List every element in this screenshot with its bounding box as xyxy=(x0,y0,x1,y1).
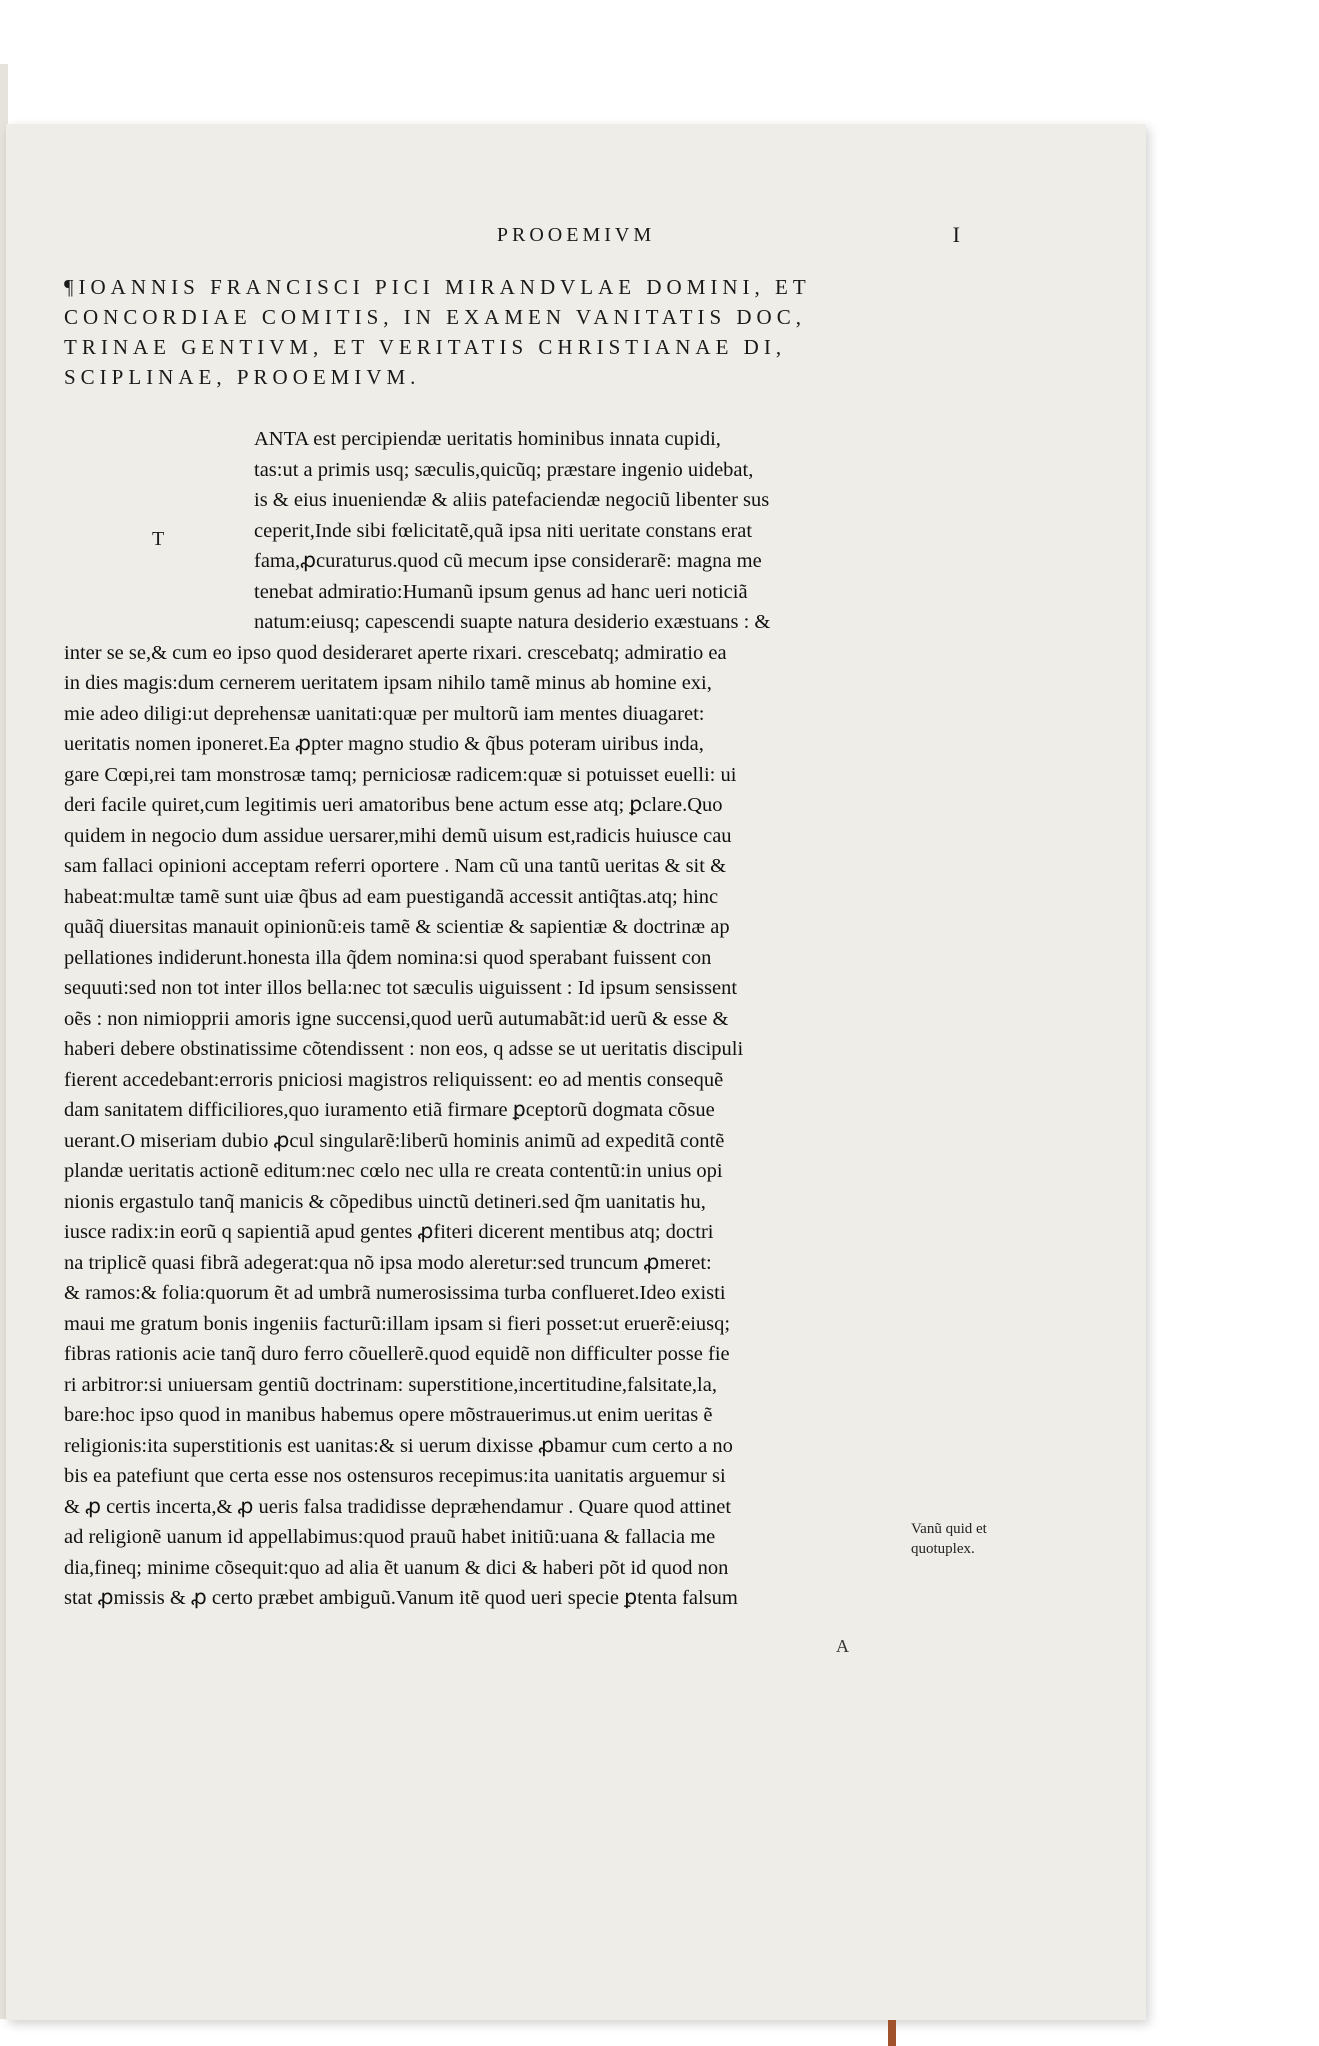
text-line: bare:hoc ipso quod in manibus habemus opere mõstrauerimus.ut enim ueritas ẽ xyxy=(64,1404,713,1426)
text-line: gare Cœpi,rei tam monstrosæ tamq; perniciosæ radicem:quæ si potuisset euelli: ui xyxy=(64,763,737,786)
text-line: plandæ ueritatis actionẽ editum:nec cœlo nec ulla re creata contentũ:in unius opi xyxy=(64,1160,723,1182)
text-line: haberi debere obstinatissime cõtendissent : non eos, q adsse se ut ueritatis discipuli xyxy=(64,1038,744,1060)
text-line: oẽs : non nimiopprii amoris igne succensi,quod uerũ autumabãt:id uerũ & esse & xyxy=(64,1007,729,1030)
text-line: sequuti:sed non tot inter illos bella:nec tot sæculis uiguissent : Id ipsum sensissent xyxy=(64,977,738,999)
book-page xyxy=(6,124,1146,2020)
text-line: & ꝓ certis incerta,& ꝓ ueris falsa tradidisse depræhendamur . Quare quod attinet xyxy=(64,1495,732,1518)
text-line: iusce radix:in eorũ q sapientiã apud gentes ꝓfiteri dicerent mentibus atq; doctri xyxy=(64,1221,714,1243)
text-line: inter se se,& cum eo ipso quod desideraret aperte rixari. crescebatq; admiratio ea xyxy=(64,641,727,664)
text-line: fibras rationis acie tanq̃ duro ferro cõuellerẽ.quod equidẽ non difficulter posse fie xyxy=(64,1343,730,1365)
text-line: ri arbitror:si uniuersam gentiũ doctrinam: superstitione,incertitudine,falsitate,la, xyxy=(64,1373,717,1396)
title-line: TRINAE GENTIVM, ET VERITATIS CHRISTIANAE DI, xyxy=(64,335,787,359)
catchword: A xyxy=(836,1636,849,1656)
text-line: tenebat admiratio:Humanũ ipsum genus ad hanc ueri noticiã xyxy=(254,580,748,603)
initial-guide-letter: T xyxy=(152,528,165,550)
text-line: tas:ut a primis usq; sæculis,quicũq; præstare ingenio uidebat, xyxy=(254,458,754,481)
text-line: fierent accedebant:erroris pniciosi magistros reliquissent: eo ad mentis consequẽ xyxy=(64,1068,724,1091)
binding-thread xyxy=(888,2020,896,2046)
text-line: nionis ergastulo tanq̃ manicis & cõpedibus uinctũ detineri.sed q̃m uanitatis hu, xyxy=(64,1190,706,1213)
text-line: religionis:ita superstitionis est uanitas:& si uerum dixisse ꝓbamur cum certo a no xyxy=(64,1434,733,1457)
text-line: ceperit,Inde sibi fœlicitatẽ,quã ipsa niti ueritate constans erat xyxy=(254,519,753,542)
text-line: stat ꝓmissis & ꝓ certo præbet ambiguũ.Vanum itẽ quod ueri specie ꝑtenta falsum xyxy=(64,1587,738,1609)
text-line: habeat:multæ tamẽ sunt uiæ q̃bus ad eam puestigandã accessit antiq̃tas.atq; hinc xyxy=(64,885,719,908)
text-line: maui me gratum bonis ingeniis facturũ:illam ipsam si fieri posset:ut eruerẽ:eiusq; xyxy=(64,1312,731,1335)
text-line: quãq̃ diuersitas manauit opinionũ:eis tamẽ & scientiæ & sapientiæ & doctrinæ ap xyxy=(64,916,730,938)
text-line: quidem in negocio dum assidue uersarer,mihi demũ uisum est,radicis huiusce cau xyxy=(64,824,732,847)
text-line: dia,fineq; minime cõsequit:quo ad alia ẽt uanum & dici & haberi põt id quod non xyxy=(64,1556,729,1579)
text-line: pellationes indiderunt.honesta illa q̃dem nomina:si quod sperabant fuissent con xyxy=(64,946,712,969)
text-line: ad religionẽ uanum id appellabimus:quod prauũ habet initiũ:uana & fallacia me xyxy=(64,1526,716,1548)
title-line: ¶IOANNIS FRANCISCI PICI MIRANDVLAE DOMINI, ET xyxy=(64,275,811,299)
title-line: SCIPLINAE, PROOEMIVM. xyxy=(64,365,421,389)
body-text xyxy=(64,424,896,1614)
text-line: in dies magis:dum cernerem ueritatem ipsam nihilo tamẽ minus ab homine exi, xyxy=(64,672,712,694)
text-line: & ramos:& folia:quorum ẽt ad umbrã numerosissima turba conflueret.Ideo existi xyxy=(64,1282,726,1304)
text-line: dam sanitatem difficiliores,quo iuramento etiã firmare ꝑceptorũ dogmata cõsue xyxy=(64,1099,715,1121)
folio-number: I xyxy=(952,222,960,247)
text-line: uerant.O miseriam dubio ꝓcul singularẽ:liberũ hominis animũ ad expeditã contẽ xyxy=(64,1129,725,1152)
text-line: fama,ꝓcuraturus.quod cũ mecum ipse considerarẽ: magna me xyxy=(254,550,762,572)
text-line: bis ea patefiunt que certa esse nos ostensuros recepimus:ita uanitatis arguemur si xyxy=(64,1465,726,1487)
text-line: is & eius inueniendæ & aliis patefaciendæ negociũ libenter sus xyxy=(254,489,770,511)
text-line: na triplicẽ quasi fibrã adegerat:qua nõ ipsa modo aleretur:sed truncum ꝓmeret: xyxy=(64,1251,712,1274)
text-line: deri facile quiret,cum legitimis ueri amatoribus bene actum esse atq; ꝑclare.Quo xyxy=(64,794,723,816)
running-head: PROOEMIVM xyxy=(496,224,656,246)
text-line: natum:eiusq; capescendi suapte natura desiderio exæstuans : & xyxy=(254,611,771,633)
text-line: sam fallaci opinioni acceptam referri oportere . Nam cũ una tantũ ueritas & sit & xyxy=(64,855,727,877)
title-line: CONCORDIAE COMITIS, IN EXAMEN VANITATIS DOC, xyxy=(64,305,806,329)
text-line: ANTA est percipiendæ ueritatis hominibus innata cupidi, xyxy=(254,428,721,450)
text-line: ueritatis nomen iponeret.Ea ꝓpter magno studio & q̃bus poteram uiribus inda, xyxy=(64,733,704,755)
marginal-note: Vanũ quid et quotuplex. xyxy=(911,1521,987,1557)
text-line: mie adeo diligi:ut deprehensæ uanitati:quæ per multorũ iam mentes diuagaret: xyxy=(64,702,705,725)
chapter-title xyxy=(64,272,811,392)
